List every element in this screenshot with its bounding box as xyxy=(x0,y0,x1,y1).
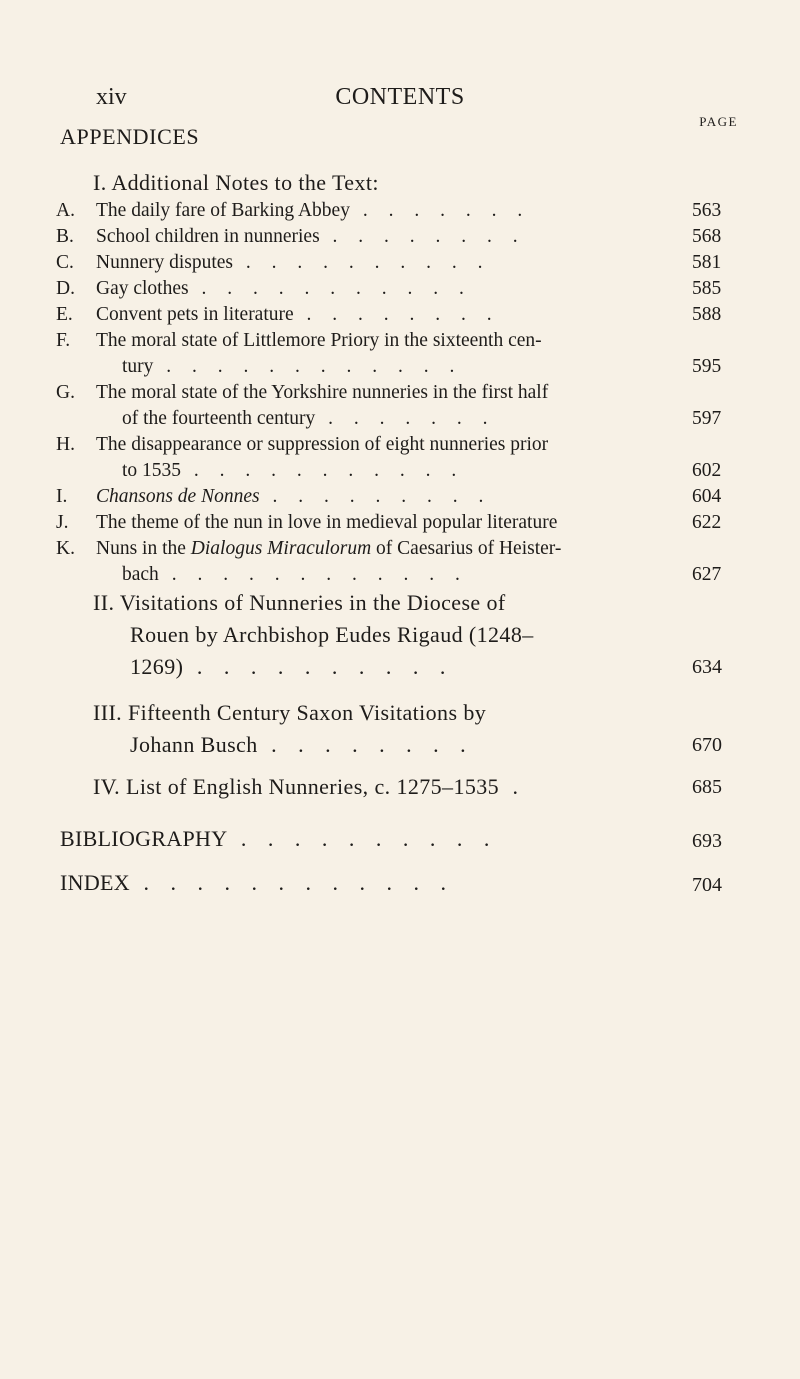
entry-letter: C. xyxy=(56,252,74,273)
section-4-page: 685 xyxy=(692,776,722,798)
entry-title: The moral state of Littlemore Priory in the sixteenth cen- xyxy=(96,330,542,351)
entry-letter: G. xyxy=(56,382,75,403)
toc-entry-d[interactable] xyxy=(56,276,742,302)
section-title: Fifteenth Century Saxon Visitations by xyxy=(128,700,487,725)
entry-page: 585 xyxy=(692,278,722,299)
entry-letter: J. xyxy=(56,512,69,533)
toc-entry-k[interactable] xyxy=(56,536,742,588)
appendices-heading: APPENDICES xyxy=(60,124,200,149)
entry-page: 627 xyxy=(692,564,722,585)
entry-title: Nunnery disputes . . . . . . . . . . xyxy=(96,252,491,273)
section-title: List of English Nunneries, c. 1275–1535 xyxy=(125,774,500,799)
entry-page: 563 xyxy=(692,200,722,221)
bibliography-entry[interactable]: BIBLIOGRAPHY . . . . . . . . . . xyxy=(60,826,498,851)
entry-title: Nuns in the Dialogus Miraculorum of Caesarius of Heister- xyxy=(96,538,562,559)
toc-entry-c[interactable] xyxy=(56,250,742,276)
section-3-page: 670 xyxy=(692,734,722,756)
entry-page: 595 xyxy=(692,356,722,377)
toc-entry-b[interactable] xyxy=(56,224,742,250)
entry-letter: A. xyxy=(56,200,75,221)
page-folio: xiv xyxy=(96,84,127,110)
toc-entry-e[interactable] xyxy=(56,302,742,328)
entry-letter: F. xyxy=(56,330,71,351)
section-title: Visitations of Nunneries in the Diocese of xyxy=(119,590,506,615)
entry-page: 602 xyxy=(692,460,722,481)
toc-entry-f[interactable] xyxy=(56,328,742,380)
entry-title: The moral state of the Yorkshire nunneries in the first half xyxy=(96,382,549,403)
entry-title-cont: of the fourteenth century . . . . . . . xyxy=(122,408,496,429)
page-column-label: PAGE xyxy=(699,114,738,129)
page-title: CONTENTS xyxy=(335,84,465,110)
entry-letter: I. xyxy=(56,486,68,507)
entry-letter: B. xyxy=(56,226,74,247)
bibliography-page: 693 xyxy=(692,830,722,852)
entry-title-cont: bach . . . . . . . . . . . . xyxy=(122,564,468,585)
toc-entry-a[interactable] xyxy=(56,198,742,224)
entry-letter: D. xyxy=(56,278,75,299)
entry-title: Chansons de Nonnes . . . . . . . . . xyxy=(96,486,492,507)
section-heading-2-line-3: 1269) . . . . . . . . . . xyxy=(130,654,454,679)
toc-entry-i[interactable] xyxy=(56,484,742,510)
entry-title-cont: tury . . . . . . . . . . . . xyxy=(122,356,463,377)
section-heading-4[interactable]: IV. List of English Nunneries, c. 1275–1535 . xyxy=(93,774,527,799)
section-heading-2[interactable] xyxy=(93,588,506,618)
entry-title: The disappearance or suppression of eight nunneries prior xyxy=(96,434,549,455)
toc-entry-g[interactable] xyxy=(56,380,742,432)
section-heading-1 xyxy=(93,170,379,196)
toc-entry-h[interactable] xyxy=(56,432,742,484)
section-numeral: I. xyxy=(93,170,107,195)
entry-page: 568 xyxy=(692,226,722,247)
entry-title: School children in nunneries . . . . . . . . xyxy=(96,226,526,247)
entry-title: The daily fare of Barking Abbey . . . . . . . xyxy=(96,200,531,221)
index-entry[interactable]: INDEX . . . . . . . . . . . . xyxy=(60,870,454,895)
entry-title: The theme of the nun in love in medieval popular literature xyxy=(96,512,558,533)
section-title: Additional Notes to the Text: xyxy=(111,170,379,195)
entry-page: 597 xyxy=(692,408,722,429)
entry-letter: H. xyxy=(56,434,75,455)
section-2-page: 634 xyxy=(692,656,722,678)
section-heading-3[interactable] xyxy=(93,698,486,728)
entry-title: Gay clothes . . . . . . . . . . . xyxy=(96,278,472,299)
entry-page: 588 xyxy=(692,304,722,325)
index-page: 704 xyxy=(692,874,722,896)
appendix-entries xyxy=(56,198,742,588)
entry-page: 622 xyxy=(692,512,722,533)
section-numeral: III. xyxy=(93,700,123,725)
toc-entry-j[interactable] xyxy=(56,510,742,536)
entry-title-cont: to 1535 . . . . . . . . . . . xyxy=(122,460,465,481)
entry-page: 581 xyxy=(692,252,722,273)
entry-letter: K. xyxy=(56,538,75,559)
section-numeral: II. xyxy=(93,590,115,615)
running-head xyxy=(0,84,800,114)
entry-page: 604 xyxy=(692,486,722,507)
entry-letter: E. xyxy=(56,304,73,325)
section-numeral: IV. xyxy=(93,774,121,799)
entry-title: Convent pets in literature . . . . . . . . xyxy=(96,304,500,325)
section-heading-3-line-2: Johann Busch . . . . . . . . xyxy=(130,732,474,757)
section-heading-2-line-2: Rouen by Archbishop Eudes Rigaud (1248– xyxy=(130,622,534,647)
